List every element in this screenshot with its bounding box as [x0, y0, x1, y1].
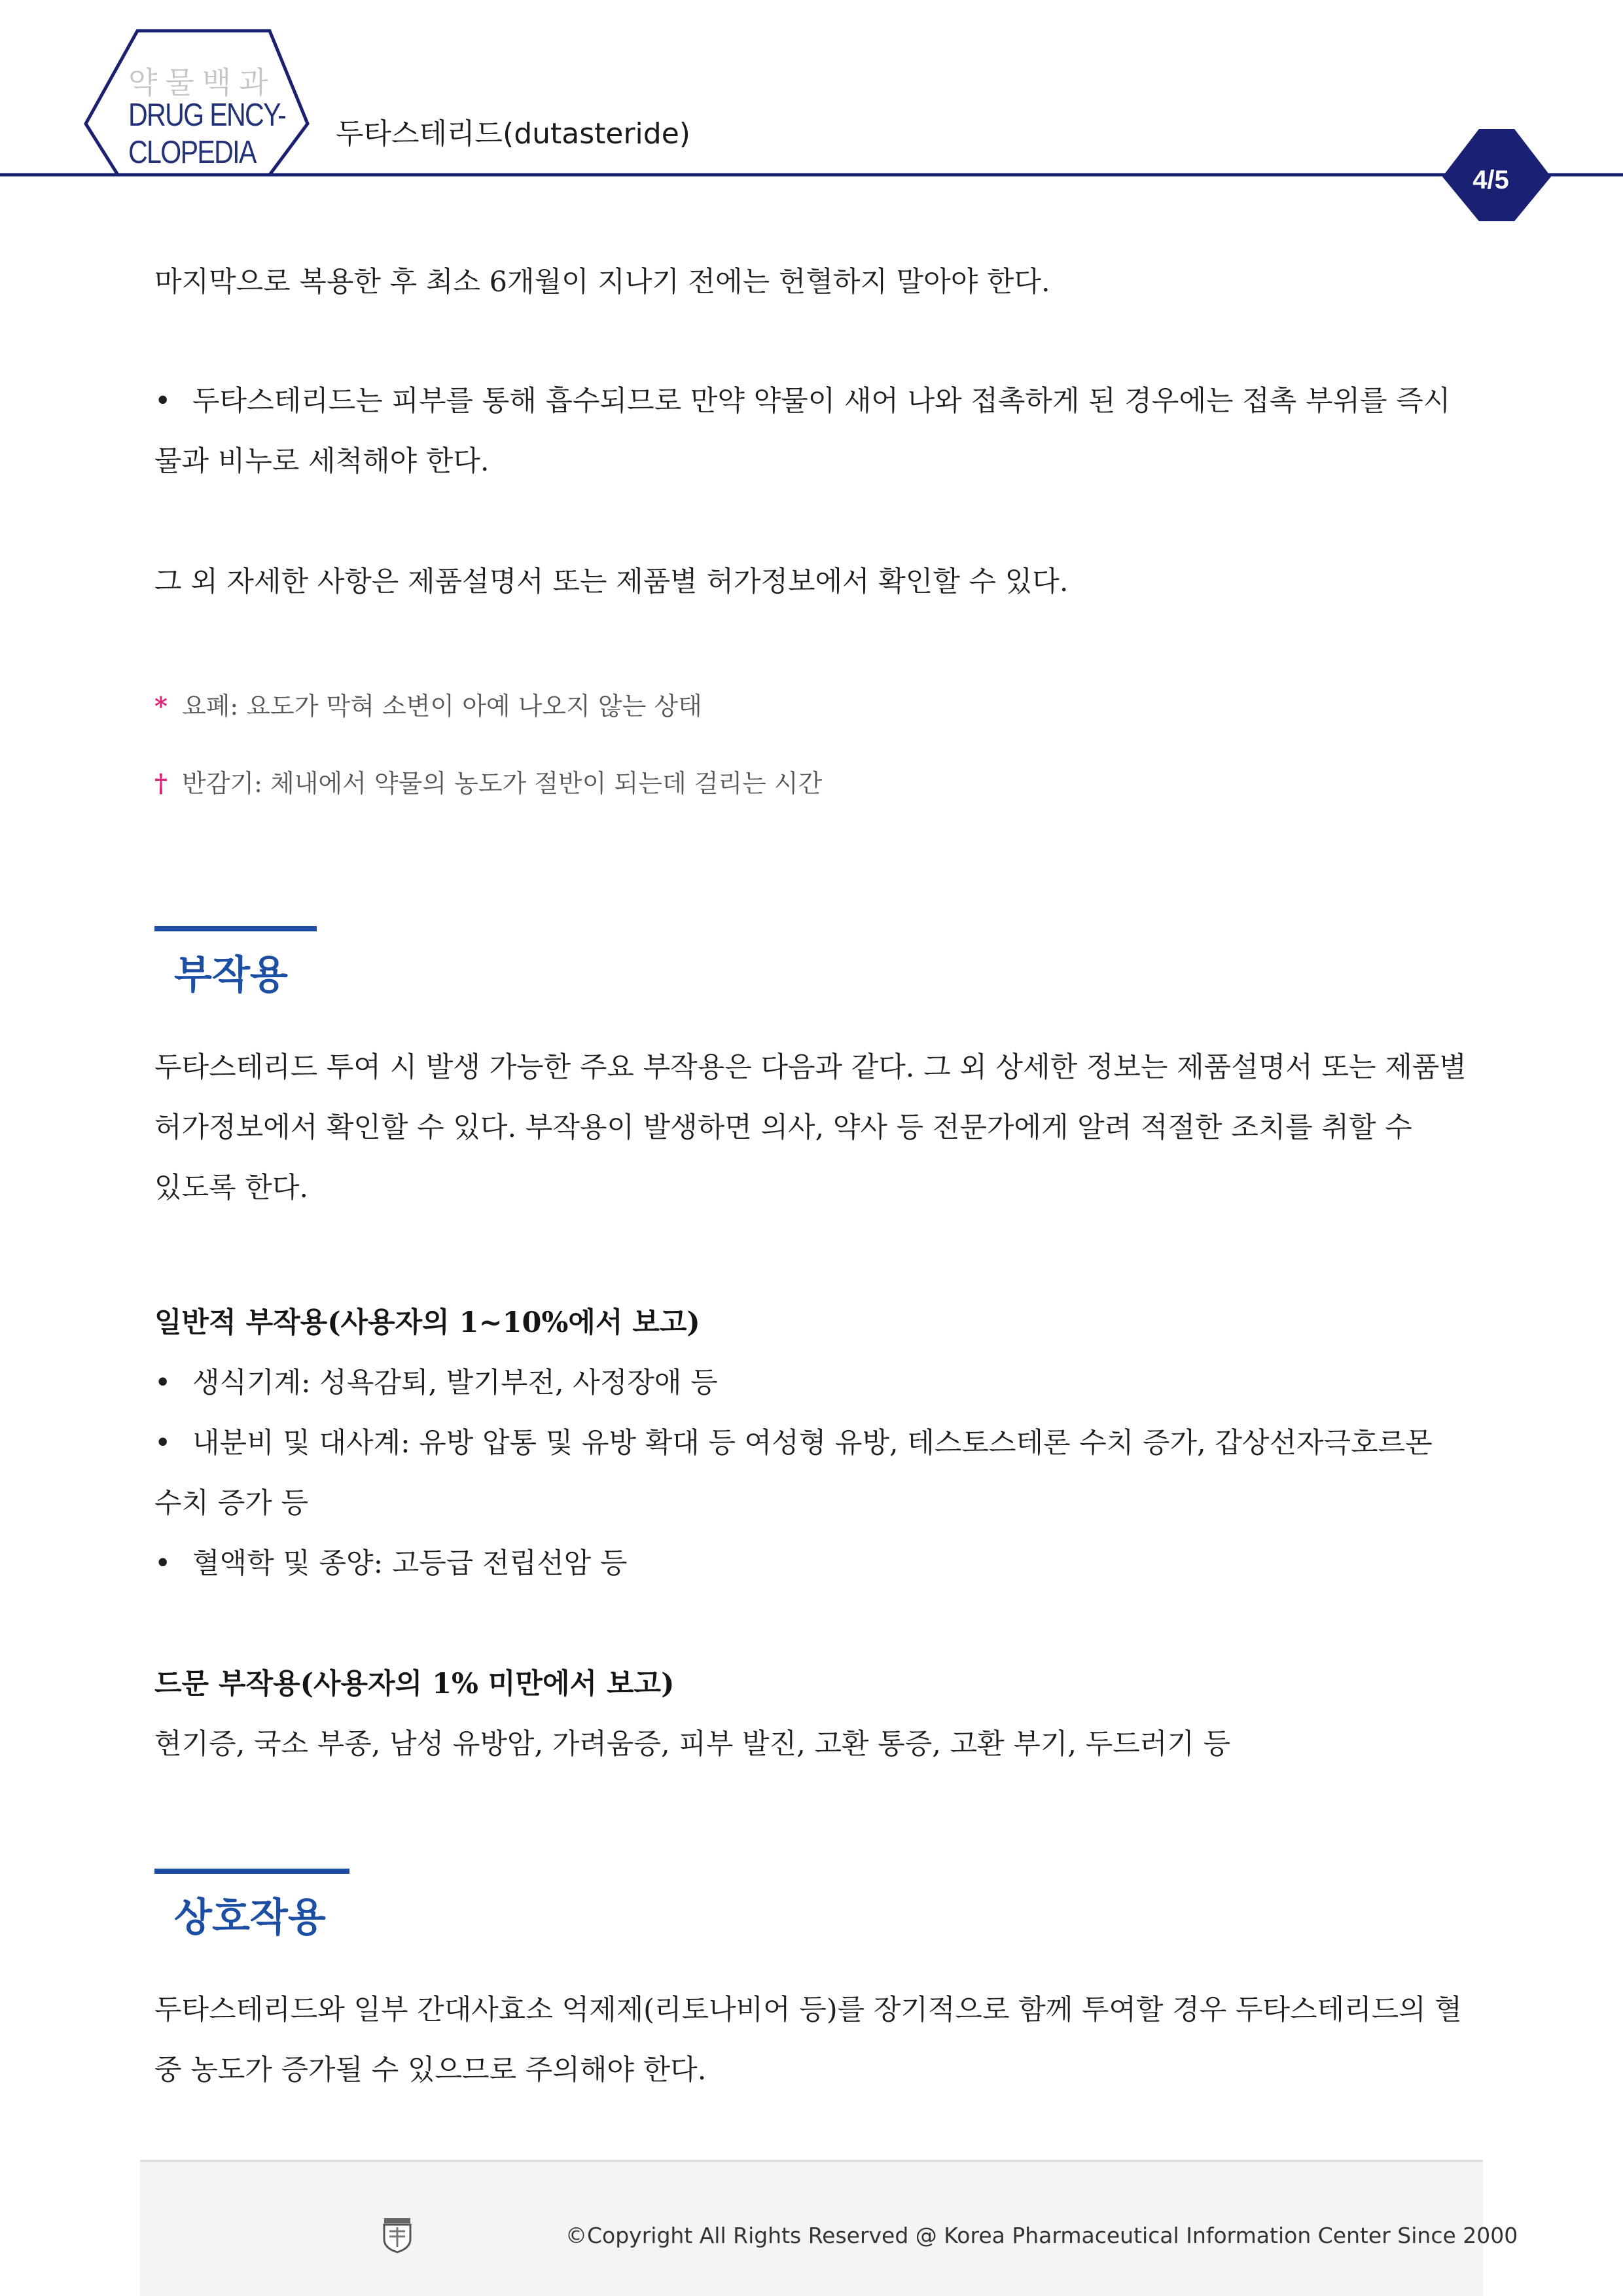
logo-english-line1: DRUG ENCY- — [128, 98, 286, 133]
section-title-interactions: 상호작용 — [174, 1895, 326, 1941]
bullet-skin-absorption-cont: 물과 비누로 세척해야 한다. — [154, 445, 490, 478]
logo-korean: 약물백과 — [128, 65, 276, 100]
section-bar-interactions — [154, 1869, 349, 1874]
side-effects-para-line1: 두타스테리드 투여 시 발생 가능한 주요 부작용은 다음과 같다. 그 외 상세한 정보는 제품설명서 또는 제품별 — [154, 1051, 1467, 1084]
dagger-mark: † — [154, 768, 168, 798]
list-item-text: 생식기계: 성욕감퇴, 발기부전, 사정장애 등 — [192, 1367, 718, 1399]
kpic-emblem-icon — [382, 2217, 412, 2253]
section-title-side-effects: 부작용 — [174, 952, 288, 998]
footer — [140, 2160, 1518, 2296]
rare-side-effects-heading: 드문 부작용(사용자의 1% 미만에서 보고) — [154, 1668, 675, 1700]
asterisk-mark: * — [154, 691, 168, 721]
list-item-endocrine — [154, 1413, 1469, 1473]
bullet-text-line1: 두타스테리드는 피부를 통해 흡수되므로 만약 약물이 새어 나와 접촉하게 된 경우에는 접촉 부위를 즉시 — [192, 385, 1451, 418]
list-item-text: 혈액학 및 종양: 고등급 전립선암 등 — [192, 1547, 628, 1580]
footnote-half-life — [154, 763, 822, 799]
side-effects-para-line3: 있도록 한다. — [154, 1172, 309, 1204]
list-item-reproductive — [154, 1353, 1469, 1413]
paragraph-more-info: 그 외 자세한 사항은 제품설명서 또는 제품별 허가정보에서 확인할 수 있다. — [154, 565, 1069, 598]
rare-side-effects-text: 현기증, 국소 부종, 남성 유방암, 가려움증, 피부 발진, 고환 통증, 고환 부기, 두드러기 등 — [154, 1728, 1231, 1761]
section-bar-side-effects — [154, 926, 317, 931]
bullet-marker: • — [154, 1547, 171, 1580]
paragraph-blood-donation: 마지막으로 복용한 후 최소 6개월이 지나기 전에는 헌혈하지 말아야 한다. — [154, 266, 1050, 298]
interactions-line1: 두타스테리드와 일부 간대사효소 억제제(리토나비어 등)를 장기적으로 함께 투여할 경우 두타스테리드의 혈 — [154, 1994, 1462, 2026]
bullet-marker: • — [154, 385, 171, 418]
bullet-marker: • — [154, 1367, 171, 1399]
footnote-text: 요폐: 요도가 막혀 소변이 아예 나오지 않는 상태 — [182, 692, 702, 721]
list-item-endocrine-cont: 수치 증가 등 — [154, 1487, 309, 1520]
page-number-badge: 4/5 — [1472, 166, 1509, 194]
footnote-urinary-retention — [154, 686, 702, 722]
side-effects-para-line2: 허가정보에서 확인할 수 있다. 부작용이 발생하면 의사, 약사 등 전문가에게 알려 적절한 조치를 취할 수 — [154, 1111, 1412, 1144]
logo-english-line2: CLOPEDIA — [128, 135, 256, 170]
footnote-text: 반감기: 체내에서 약물의 농도가 절반이 되는데 걸리는 시간 — [182, 769, 823, 798]
document-title: 두타스테리드(dutasteride) — [336, 117, 690, 151]
bullet-marker: • — [154, 1427, 171, 1460]
list-item-text: 내분비 및 대사계: 유방 압통 및 유방 확대 등 여성형 유방, 테스토스테론 수치 증가, 갑상선자극호르몬 — [192, 1427, 1433, 1460]
interactions-line2: 중 농도가 증가될 수 있으므로 주의해야 한다. — [154, 2054, 707, 2087]
copyright-text: ©Copyright All Rights Reserved @ Korea Pharmaceutical Information Center Since 2000 — [565, 2223, 1518, 2248]
list-item-hematology — [154, 1534, 1469, 1594]
common-side-effects-heading: 일반적 부작용(사용자의 1~10%에서 보고) — [154, 1306, 700, 1339]
bullet-skin-absorption — [154, 371, 1469, 431]
